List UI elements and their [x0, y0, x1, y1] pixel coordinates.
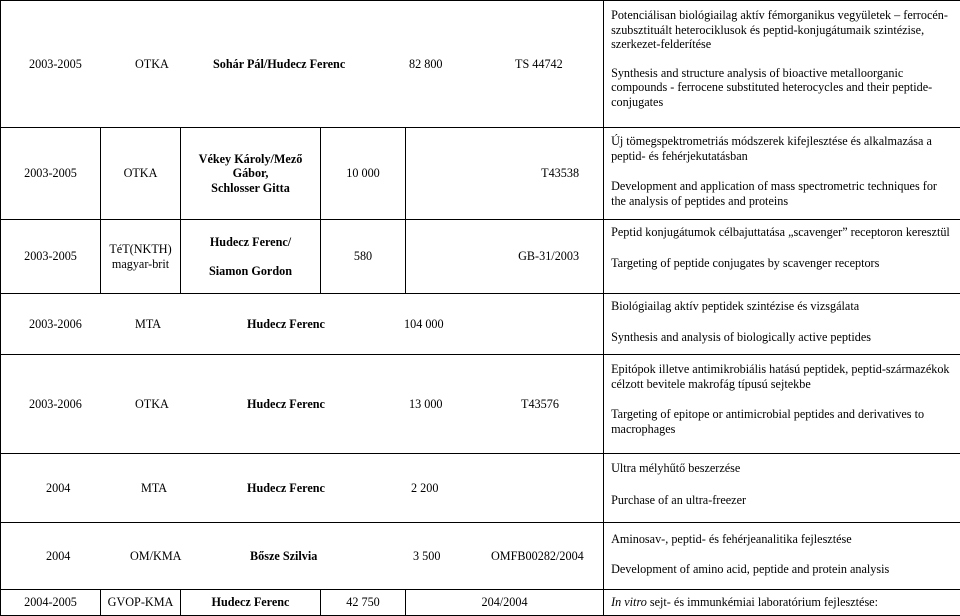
person-line: Vékey Károly/Mező Gábor,	[181, 152, 320, 181]
year-cell: 2003-2005	[1, 220, 101, 294]
description-en: Development and application of mass spectrometric techniques for the analysis of peptides and proteins	[611, 179, 954, 208]
person-cell: Hudecz Ferenc	[247, 317, 325, 332]
description-italic: In vitro	[611, 595, 647, 609]
code-cell: GB-31/2003	[406, 220, 604, 294]
description-cell	[604, 590, 960, 616]
year-cell: 2003-2006	[29, 317, 82, 332]
description-hu: Potenciálisan biológiailag aktív fémorganikus vegyületek – ferrocén-szubsztituált heterociklusok és peptid-konjugátumaik szintézise, szerkezet-felderítése	[611, 8, 954, 52]
amount-cell: 580	[321, 220, 406, 294]
description-cell	[604, 454, 960, 523]
code-cell: T43538	[406, 128, 604, 220]
table-row	[1, 590, 960, 616]
agency-cell: OTKA	[101, 128, 181, 220]
amount-cell: 10 000	[321, 128, 406, 220]
year-cell: 2004-2005	[1, 590, 101, 616]
code-cell: OMFB00282/2004	[491, 549, 584, 564]
amount-cell: 104 000	[404, 317, 444, 332]
agency-line: magyar-brit	[101, 257, 180, 272]
person-line: Schlosser Gitta	[181, 181, 320, 196]
amount-cell: 2 200	[411, 481, 438, 496]
grant-info-cell	[1, 1, 604, 128]
year-cell: 2003-2005	[1, 128, 101, 220]
amount-cell: 3 500	[413, 549, 440, 564]
code-cell: 204/2004	[406, 590, 604, 616]
description-hu: Biológiailag aktív peptidek szintézise és vizsgálata	[611, 299, 954, 314]
code-cell: T43576	[521, 397, 559, 412]
description-en: Synthesis and structure analysis of bioactive metalloorganic compounds - ferrocene substituted heterocycles and their peptide-conjugates	[611, 66, 954, 110]
table-row	[1, 454, 960, 523]
year-cell: 2004	[46, 549, 70, 564]
description-hu: Peptid konjugátumok célbajuttatása „scavenger” receptoron keresztül	[611, 225, 954, 240]
table-row	[1, 523, 960, 590]
year-cell: 2003-2006	[29, 397, 82, 412]
description-en: Targeting of epitope or antimicrobial peptides and derivatives to macrophages	[611, 407, 954, 436]
year-cell: 2003-2005	[29, 57, 82, 72]
grant-info-cell	[1, 523, 604, 590]
amount-cell: 42 750	[321, 590, 406, 616]
description-cell	[604, 128, 960, 220]
description-cell	[604, 355, 960, 454]
description-hu: Ultra mélyhűtő beszerzése	[611, 461, 954, 476]
table-row	[1, 355, 960, 454]
agency-cell	[101, 220, 181, 294]
agency-cell: OTKA	[135, 57, 169, 72]
agency-line: TéT(NKTH)	[101, 242, 180, 257]
code-cell: TS 44742	[515, 57, 563, 72]
person-cell: Sohár Pál/Hudecz Ferenc	[213, 57, 345, 72]
year-cell: 2004	[46, 481, 70, 496]
person-cell	[181, 220, 321, 294]
description-en: Targeting of peptide conjugates by scavenger receptors	[611, 256, 954, 271]
description-hu: Új tömegspektrometriás módszerek kifejlesztése és alkalmazása a peptid- és fehérjekutatásban	[611, 134, 954, 163]
person-cell	[181, 128, 321, 220]
description-cell	[604, 1, 960, 128]
description-hu: Aminosav-, peptid- és fehérjeanalitika fejlesztése	[611, 532, 954, 547]
description-cell	[604, 294, 960, 355]
description-en: Purchase of an ultra-freezer	[611, 493, 954, 508]
description-en: Synthesis and analysis of biologically active peptides	[611, 330, 954, 345]
table-row	[1, 294, 960, 355]
amount-cell: 13 000	[409, 397, 443, 412]
agency-cell: OTKA	[135, 397, 169, 412]
description-cell	[604, 523, 960, 590]
person-cell: Bősze Szilvia	[250, 549, 317, 564]
description-cell	[604, 220, 960, 294]
table-row	[1, 128, 960, 220]
description-hu: Epitópok illetve antimikrobiális hatású peptidek, peptid-származékok célzott bevitele makrofág típusú sejtekbe	[611, 362, 954, 391]
table-row	[1, 220, 960, 294]
grant-info-cell	[1, 294, 604, 355]
agency-cell: GVOP-KMA	[101, 590, 181, 616]
grant-info-cell	[1, 454, 604, 523]
amount-cell: 82 800	[409, 57, 443, 72]
person-cell: Hudecz Ferenc	[247, 481, 325, 496]
person-cell: Hudecz Ferenc	[181, 590, 321, 616]
description-hu: sejt- és immunkémiai laboratórium fejlesztése:	[647, 595, 878, 609]
description-en: Development of amino acid, peptide and protein analysis	[611, 562, 954, 577]
agency-cell: OM/KMA	[130, 549, 181, 564]
agency-cell: MTA	[141, 481, 167, 496]
agency-cell: MTA	[135, 317, 161, 332]
table-row	[1, 1, 960, 128]
person-line: Siamon Gordon	[181, 264, 320, 279]
grant-info-cell	[1, 355, 604, 454]
person-line: Hudecz Ferenc/	[181, 235, 320, 250]
person-cell: Hudecz Ferenc	[247, 397, 325, 412]
